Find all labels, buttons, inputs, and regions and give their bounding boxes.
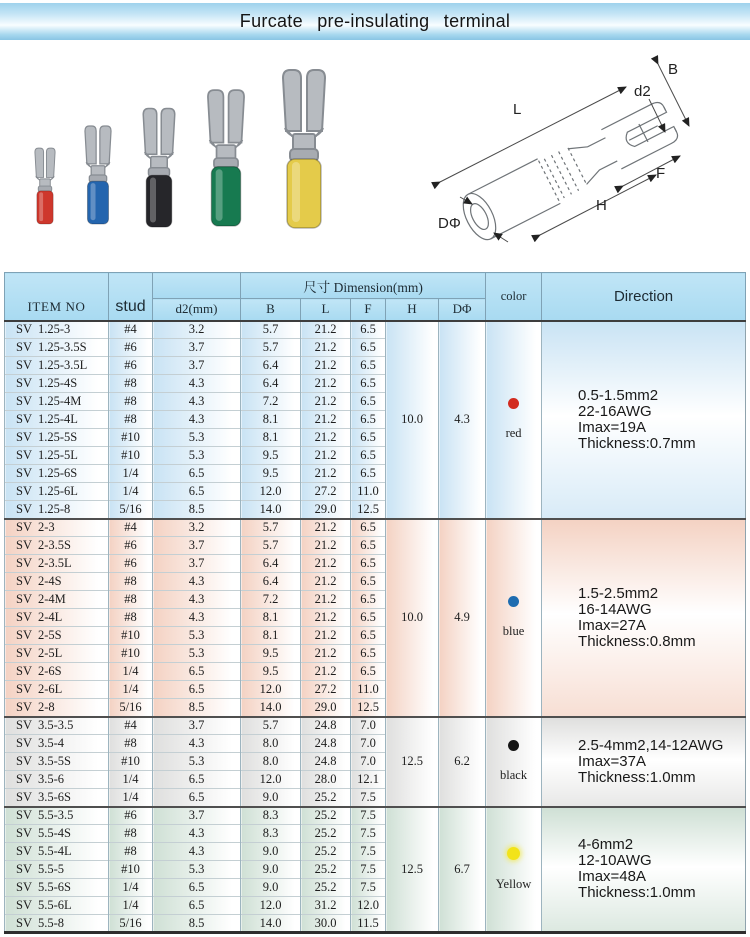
header-direction: Direction (542, 273, 746, 321)
stud-cell: 1/4 (109, 483, 153, 501)
item-no-cell: SV 1.25-6L (5, 483, 109, 501)
photo-terminal-green (208, 90, 244, 226)
direction-cell (542, 519, 746, 717)
f-cell: 7.5 (351, 807, 386, 825)
stud-cell: #10 (109, 753, 153, 771)
f-cell: 12.5 (351, 501, 386, 519)
dimension-diagram (418, 52, 746, 262)
d2-cell: 6.5 (153, 879, 241, 897)
b-cell: 7.2 (241, 393, 301, 411)
b-cell: 7.2 (241, 591, 301, 609)
f-cell: 6.5 (351, 447, 386, 465)
dphi-value-cell: 6.2 (439, 717, 486, 807)
direction-cell (542, 321, 746, 519)
color-label: black (500, 768, 528, 782)
f-cell: 6.5 (351, 537, 386, 555)
l-cell: 21.2 (301, 339, 351, 357)
d2-cell: 5.3 (153, 447, 241, 465)
stud-cell: 1/4 (109, 663, 153, 681)
photo-terminal-blue (85, 126, 111, 224)
direction-line: Thickness:1.0mm (578, 884, 696, 902)
product-photo (10, 58, 370, 236)
f-cell: 7.5 (351, 825, 386, 843)
l-cell: 21.2 (301, 537, 351, 555)
direction-line: Imax=37A (578, 752, 647, 770)
l-cell: 21.2 (301, 375, 351, 393)
stud-cell: #8 (109, 375, 153, 393)
b-cell: 9.5 (241, 447, 301, 465)
b-cell: 9.5 (241, 663, 301, 681)
header-l: L (301, 299, 351, 321)
header-b: B (241, 299, 301, 321)
l-cell: 29.0 (301, 501, 351, 519)
stud-cell: #6 (109, 555, 153, 573)
direction-cell (542, 717, 746, 807)
f-cell: 7.0 (351, 753, 386, 771)
stud-cell: #10 (109, 447, 153, 465)
d2-cell: 8.5 (153, 501, 241, 519)
item-no-cell: SV 2-4M (5, 591, 109, 609)
b-cell: 5.7 (241, 321, 301, 339)
d2-cell: 5.3 (153, 861, 241, 879)
item-no-cell: SV 5.5-6L (5, 897, 109, 915)
h-value-cell: 12.5 (386, 807, 439, 933)
item-no-cell: SV 2-3.5L (5, 555, 109, 573)
stud-cell: 1/4 (109, 789, 153, 807)
d2-cell: 4.3 (153, 591, 241, 609)
item-no-cell: SV 1.25-4M (5, 393, 109, 411)
color-label: red (505, 426, 522, 440)
d2-cell: 8.5 (153, 915, 241, 933)
direction-line: Imax=19A (578, 418, 647, 436)
f-cell: 6.5 (351, 375, 386, 393)
l-cell: 21.2 (301, 609, 351, 627)
stud-cell: #8 (109, 843, 153, 861)
b-cell: 9.0 (241, 879, 301, 897)
direction-line: Thickness:1.0mm (578, 768, 696, 786)
f-cell: 6.5 (351, 663, 386, 681)
l-cell: 21.2 (301, 411, 351, 429)
direction-line: Thickness:0.8mm (578, 632, 696, 650)
dphi-value-cell: 4.3 (439, 321, 486, 519)
l-cell: 21.2 (301, 357, 351, 375)
l-cell: 25.2 (301, 879, 351, 897)
stud-cell: 5/16 (109, 699, 153, 717)
d2-cell: 6.5 (153, 771, 241, 789)
stud-cell: #10 (109, 429, 153, 447)
stud-cell: #4 (109, 519, 153, 537)
stud-cell: #8 (109, 411, 153, 429)
l-cell: 27.2 (301, 483, 351, 501)
d2-cell: 4.3 (153, 735, 241, 753)
b-cell: 8.1 (241, 429, 301, 447)
l-cell: 21.2 (301, 447, 351, 465)
d2-cell: 6.5 (153, 789, 241, 807)
direction-line: 0.5-1.5mm2 (578, 386, 659, 404)
l-cell: 21.2 (301, 429, 351, 447)
f-cell: 11.0 (351, 681, 386, 699)
f-cell: 7.5 (351, 789, 386, 807)
b-cell: 14.0 (241, 501, 301, 519)
l-cell: 25.2 (301, 789, 351, 807)
diagram-label-b: B (668, 61, 679, 78)
dphi-value-cell: 4.9 (439, 519, 486, 717)
b-cell: 8.3 (241, 825, 301, 843)
item-no-cell: SV 1.25-5S (5, 429, 109, 447)
item-no-cell: SV 1.25-3.5L (5, 357, 109, 375)
header-d2: d2(mm) (153, 299, 241, 321)
item-no-cell: SV 2-6S (5, 663, 109, 681)
d2-cell: 4.3 (153, 375, 241, 393)
item-no-cell: SV 3.5-6S (5, 789, 109, 807)
item-no-cell: SV 2-3 (5, 519, 109, 537)
spec-row (5, 321, 746, 339)
diagram-label-h: H (596, 197, 607, 214)
l-cell: 24.8 (301, 735, 351, 753)
blue-color-dot (508, 596, 519, 607)
b-cell: 5.7 (241, 519, 301, 537)
b-cell: 8.0 (241, 735, 301, 753)
direction-line: 4-6mm2 (578, 836, 634, 854)
f-cell: 12.0 (351, 897, 386, 915)
f-cell: 7.5 (351, 861, 386, 879)
l-cell: 21.2 (301, 627, 351, 645)
stud-cell: #8 (109, 393, 153, 411)
item-no-cell: SV 3.5-3.5 (5, 717, 109, 735)
color-cell (486, 717, 542, 807)
stud-cell: #8 (109, 573, 153, 591)
direction-cell (542, 807, 746, 933)
item-no-cell: SV 5.5-4L (5, 843, 109, 861)
f-cell: 6.5 (351, 411, 386, 429)
b-cell: 5.7 (241, 339, 301, 357)
color-cell (486, 519, 542, 717)
d2-cell: 5.3 (153, 627, 241, 645)
b-cell: 9.0 (241, 789, 301, 807)
stud-cell: 1/4 (109, 897, 153, 915)
d2-cell: 4.3 (153, 573, 241, 591)
spec-row (5, 519, 746, 537)
stud-cell: #4 (109, 321, 153, 339)
b-cell: 14.0 (241, 699, 301, 717)
color-cell (486, 321, 542, 519)
item-no-cell: SV 1.25-5L (5, 447, 109, 465)
item-no-cell: SV 1.25-8 (5, 501, 109, 519)
diagram-label-f: F (656, 165, 666, 182)
direction-line: 2.5-4mm2,14-12AWG (578, 736, 724, 754)
b-cell: 6.4 (241, 375, 301, 393)
h-value-cell: 12.5 (386, 717, 439, 807)
page-title: Furcate pre-insulating terminal (239, 11, 511, 31)
l-cell: 21.2 (301, 573, 351, 591)
f-cell: 11.0 (351, 483, 386, 501)
b-cell: 9.0 (241, 843, 301, 861)
direction-line: Imax=48A (578, 868, 647, 886)
l-cell: 21.2 (301, 555, 351, 573)
f-cell: 6.5 (351, 465, 386, 483)
d2-cell: 6.5 (153, 663, 241, 681)
d2-cell: 5.3 (153, 429, 241, 447)
item-no-cell: SV 5.5-4S (5, 825, 109, 843)
d2-cell: 3.7 (153, 357, 241, 375)
f-cell: 6.5 (351, 555, 386, 573)
l-cell: 21.2 (301, 663, 351, 681)
f-cell: 6.5 (351, 609, 386, 627)
d2-cell: 5.3 (153, 645, 241, 663)
spec-table (4, 272, 746, 934)
f-cell: 7.0 (351, 735, 386, 753)
f-cell: 6.5 (351, 645, 386, 663)
black-color-dot (508, 740, 519, 751)
l-cell: 31.2 (301, 897, 351, 915)
d2-cell: 3.7 (153, 717, 241, 735)
b-cell: 8.3 (241, 807, 301, 825)
item-no-cell: SV 3.5-5S (5, 753, 109, 771)
header-stud: stud (109, 273, 153, 321)
stud-cell: #8 (109, 609, 153, 627)
stud-cell: #8 (109, 735, 153, 753)
item-no-cell: SV 1.25-4S (5, 375, 109, 393)
color-label: blue (502, 624, 525, 638)
header-dphi: DΦ (439, 299, 486, 321)
l-cell: 27.2 (301, 681, 351, 699)
stud-cell: #10 (109, 627, 153, 645)
diagram-label-l: L (513, 101, 522, 118)
direction-line: 1.5-2.5mm2 (578, 584, 659, 602)
d2-cell: 4.3 (153, 843, 241, 861)
f-cell: 6.5 (351, 357, 386, 375)
l-cell: 21.2 (301, 321, 351, 339)
diagram-label-d2: d2 (634, 83, 651, 100)
item-no-cell: SV 2-5S (5, 627, 109, 645)
spec-row (5, 717, 746, 735)
f-cell: 7.0 (351, 717, 386, 735)
b-cell: 8.1 (241, 609, 301, 627)
stud-cell: 5/16 (109, 915, 153, 933)
d2-cell: 4.3 (153, 393, 241, 411)
direction-line: 12-10AWG (578, 852, 652, 870)
b-cell: 12.0 (241, 771, 301, 789)
stud-cell: #6 (109, 537, 153, 555)
stud-cell: #4 (109, 717, 153, 735)
header-item-no: ITEM NO (5, 273, 109, 321)
dphi-value-cell: 6.7 (439, 807, 486, 933)
f-cell: 11.5 (351, 915, 386, 933)
l-cell: 29.0 (301, 699, 351, 717)
header-dimension-group: 尺寸 Dimension(mm) (241, 273, 486, 299)
d2-cell: 4.3 (153, 609, 241, 627)
d2-cell: 3.7 (153, 537, 241, 555)
d2-cell: 3.2 (153, 321, 241, 339)
color-cell (486, 807, 542, 933)
item-no-cell: SV 2-4S (5, 573, 109, 591)
stud-cell: 1/4 (109, 465, 153, 483)
stud-cell: 1/4 (109, 681, 153, 699)
direction-line: Imax=27A (578, 616, 647, 634)
item-no-cell: SV 1.25-4L (5, 411, 109, 429)
l-cell: 25.2 (301, 843, 351, 861)
item-no-cell: SV 2-5L (5, 645, 109, 663)
photo-terminal-red (35, 148, 55, 224)
photo-terminal-yellow (283, 70, 325, 228)
stud-cell: 1/4 (109, 879, 153, 897)
b-cell: 5.7 (241, 717, 301, 735)
d2-cell: 3.7 (153, 807, 241, 825)
stud-cell: #10 (109, 645, 153, 663)
stud-cell: #8 (109, 825, 153, 843)
header-f: F (351, 299, 386, 321)
f-cell: 6.5 (351, 573, 386, 591)
b-cell: 12.0 (241, 483, 301, 501)
item-no-cell: SV 5.5-6S (5, 879, 109, 897)
f-cell: 6.5 (351, 519, 386, 537)
item-no-cell: SV 5.5-3.5 (5, 807, 109, 825)
stud-cell: #6 (109, 357, 153, 375)
f-cell: 6.5 (351, 393, 386, 411)
f-cell: 6.5 (351, 429, 386, 447)
d2-cell: 3.7 (153, 339, 241, 357)
l-cell: 24.8 (301, 753, 351, 771)
b-cell: 14.0 (241, 915, 301, 933)
h-value-cell: 10.0 (386, 519, 439, 717)
b-cell: 5.7 (241, 537, 301, 555)
l-cell: 21.2 (301, 645, 351, 663)
item-no-cell: SV 2-3.5S (5, 537, 109, 555)
l-cell: 30.0 (301, 915, 351, 933)
l-cell: 25.2 (301, 825, 351, 843)
d2-cell: 6.5 (153, 483, 241, 501)
header-color: color (486, 273, 542, 321)
l-cell: 24.8 (301, 717, 351, 735)
b-cell: 12.0 (241, 897, 301, 915)
f-cell: 6.5 (351, 339, 386, 357)
stud-cell: 1/4 (109, 771, 153, 789)
d2-cell: 4.3 (153, 825, 241, 843)
l-cell: 25.2 (301, 861, 351, 879)
stud-cell: #6 (109, 807, 153, 825)
direction-line: 16-14AWG (578, 600, 652, 618)
b-cell: 8.0 (241, 753, 301, 771)
stud-cell: #8 (109, 591, 153, 609)
direction-line: 22-16AWG (578, 402, 652, 420)
title-banner (0, 3, 750, 40)
b-cell: 8.1 (241, 411, 301, 429)
b-cell: 12.0 (241, 681, 301, 699)
l-cell: 21.2 (301, 519, 351, 537)
d2-cell: 4.3 (153, 411, 241, 429)
item-no-cell: SV 2-4L (5, 609, 109, 627)
d2-cell: 6.5 (153, 897, 241, 915)
b-cell: 8.1 (241, 627, 301, 645)
d2-cell: 8.5 (153, 699, 241, 717)
b-cell: 6.4 (241, 357, 301, 375)
stud-cell: #6 (109, 339, 153, 357)
f-cell: 6.5 (351, 321, 386, 339)
b-cell: 9.0 (241, 861, 301, 879)
item-no-cell: SV 2-8 (5, 699, 109, 717)
f-cell: 12.5 (351, 699, 386, 717)
l-cell: 21.2 (301, 465, 351, 483)
f-cell: 6.5 (351, 627, 386, 645)
photo-terminal-black (143, 109, 175, 228)
d2-cell: 6.5 (153, 681, 241, 699)
item-no-cell: SV 3.5-4 (5, 735, 109, 753)
f-cell: 7.5 (351, 843, 386, 861)
spec-row (5, 807, 746, 825)
f-cell: 6.5 (351, 591, 386, 609)
l-cell: 21.2 (301, 393, 351, 411)
diagram-label-dphi: DΦ (438, 215, 461, 232)
b-cell: 9.5 (241, 465, 301, 483)
b-cell: 9.5 (241, 645, 301, 663)
d2-cell: 3.7 (153, 555, 241, 573)
item-no-cell: SV 1.25-3 (5, 321, 109, 339)
d2-cell: 5.3 (153, 753, 241, 771)
red-color-dot (508, 398, 519, 409)
header-h: H (386, 299, 439, 321)
stud-cell: 5/16 (109, 501, 153, 519)
h-value-cell: 10.0 (386, 321, 439, 519)
item-no-cell: SV 3.5-6 (5, 771, 109, 789)
l-cell: 28.0 (301, 771, 351, 789)
d2-cell: 3.2 (153, 519, 241, 537)
d2-cell: 6.5 (153, 465, 241, 483)
b-cell: 6.4 (241, 573, 301, 591)
f-cell: 7.5 (351, 879, 386, 897)
item-no-cell: SV 1.25-6S (5, 465, 109, 483)
header-blank-cell (153, 273, 241, 299)
f-cell: 12.1 (351, 771, 386, 789)
b-cell: 6.4 (241, 555, 301, 573)
item-no-cell: SV 1.25-3.5S (5, 339, 109, 357)
color-label: Yellow (495, 876, 532, 891)
direction-line: Thickness:0.7mm (578, 434, 696, 452)
spec-table-body (5, 321, 746, 933)
item-no-cell: SV 5.5-5 (5, 861, 109, 879)
l-cell: 21.2 (301, 591, 351, 609)
item-no-cell: SV 2-6L (5, 681, 109, 699)
yellow-color-dot (507, 847, 520, 860)
item-no-cell: SV 5.5-8 (5, 915, 109, 933)
l-cell: 25.2 (301, 807, 351, 825)
stud-cell: #10 (109, 861, 153, 879)
